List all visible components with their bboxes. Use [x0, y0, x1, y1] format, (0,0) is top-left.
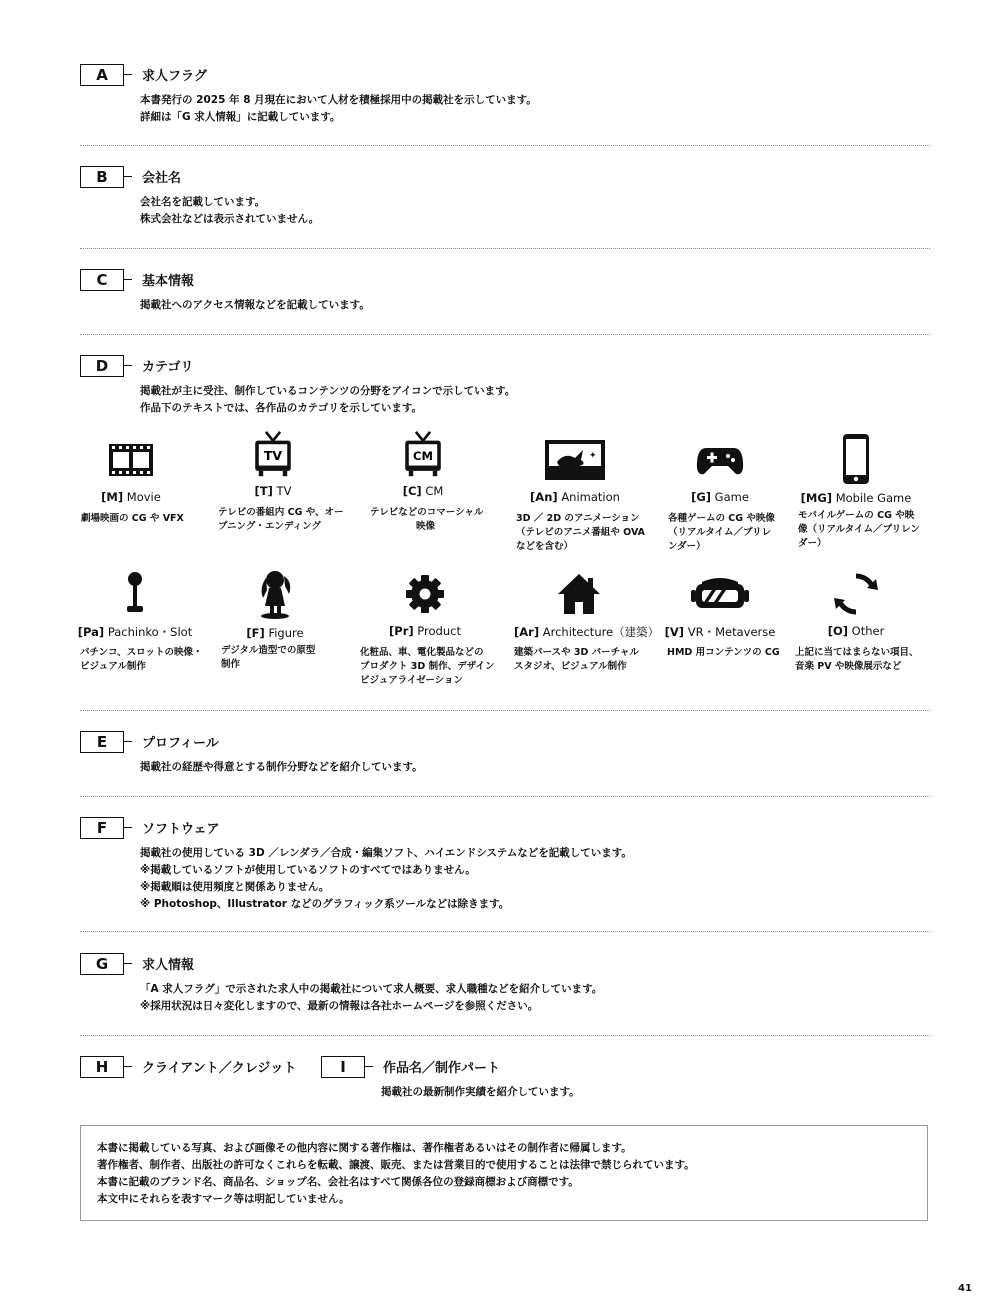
divider	[80, 931, 930, 932]
section-title: 求人フラグ	[142, 69, 208, 84]
notice-line: 本書に掲載している写真、および画像その他内容に関する著作権は、著作権者あるいはその制作者に帰属します。	[97, 1142, 632, 1154]
animation-icon	[543, 436, 607, 484]
category-game: [G] Game 各種ゲームの CG や映像 （リアルタイム／プリレ ンダー）	[655, 436, 785, 504]
section-c	[80, 269, 930, 311]
category-tv: TV [T] TV テレビの番組内 CG や、オー プニング・エンディング	[208, 430, 338, 498]
body-line: 「A 求人フラグ」で示された求人中の掲載社について求人概要、求人職種などを紹介しています。	[140, 983, 603, 995]
body-line: 掲載社が主に受注、制作しているコンテンツの分野をアイコンで示しています。	[140, 385, 516, 397]
divider	[80, 248, 930, 249]
body-line: 掲載社へのアクセス情報などを記載しています。	[140, 299, 370, 311]
section-title: 基本情報	[142, 274, 195, 289]
body-line: 本書発行の 2025 年 8 月現在において人材を積極採用中の掲載社を示しています。	[140, 94, 537, 106]
body-line: ※掲載しているソフトが使用しているソフトのすべてではありません。	[140, 864, 476, 876]
notice-line: 著作権者、制作者、出版社の許可なくこれらを転載、譲渡、販売、または営業目的で使用することは法律で禁じられています。	[97, 1159, 695, 1171]
category-other: [O] Other 上記に当てはまらない項目、 音楽 PV や映像展示など	[791, 570, 921, 638]
body-line: ※採用状況は日々変化しますので、最新の情報は各社ホームページを参照ください。	[140, 1000, 539, 1012]
section-letter: D	[80, 355, 124, 377]
body-line: 株式会社などは表示されていません。	[140, 213, 320, 225]
figure-icon	[251, 568, 299, 620]
section-letter: C	[80, 269, 124, 291]
section-title: カテゴリ	[142, 360, 194, 375]
section-h	[80, 1056, 320, 1078]
section-d	[80, 355, 930, 414]
category-mobile-game: [MG] Mobile Game モバイルゲームの CG や映 像（リアルタイム／プリレン ダー）	[791, 433, 921, 505]
section-f	[80, 817, 930, 910]
section-e	[80, 731, 930, 773]
category-animation: ✦ [An] Animation 3D ／ 2D のアニメーション （テレビのアニメ番組や OVA などを含む）	[510, 436, 640, 504]
svg-text:CM: CM	[413, 449, 433, 464]
body-line: ※掲載順は使用頻度と関係ありません。	[140, 881, 330, 893]
category-movie: [M] Movie 劇場映画の CG や VFX	[66, 436, 196, 504]
category-figure: [F] Figure デジタル造型での原型 制作	[210, 568, 340, 640]
cm-icon	[399, 430, 447, 478]
divider	[80, 710, 930, 711]
section-letter: H	[80, 1056, 124, 1078]
section-title: 作品名／制作パート	[383, 1061, 501, 1076]
category-cm: CM [C] CM テレビなどのコマーシャル 映像	[358, 430, 488, 498]
body-line: 掲載社の経歴や得意とする制作分野などを紹介しています。	[140, 761, 423, 773]
gear-icon	[401, 570, 449, 618]
section-g	[80, 953, 930, 1012]
section-letter: G	[80, 953, 124, 975]
section-title: クライアント／クレジット	[142, 1061, 297, 1076]
svg-text:✦: ✦	[589, 451, 597, 461]
section-b	[80, 166, 930, 225]
category-vr-metaverse: [V] VR・Metaverse HMD 用コンテンツの CG	[655, 570, 785, 640]
divider	[80, 1035, 930, 1036]
category-product: [Pr] Product 化粧品、車、電化製品などの プロダクト 3D 制作、デザイン ビジュアライゼーション	[360, 570, 490, 638]
divider	[80, 145, 930, 146]
gamepad-icon	[696, 436, 744, 484]
film-icon	[107, 436, 155, 484]
section-letter: A	[80, 64, 124, 86]
section-title: 求人情報	[142, 958, 195, 973]
house-icon	[555, 570, 603, 618]
notice-line: 本書に記載のブランド名、商品名、ショップ名、会社名はすべて関係各位の登録商標および商標です。	[97, 1176, 579, 1188]
body-line: 会社名を記載しています。	[140, 196, 266, 208]
section-letter: E	[80, 731, 124, 753]
copyright-notice	[80, 1125, 928, 1221]
refresh-icon	[832, 570, 880, 618]
divider	[80, 334, 930, 335]
section-letter: F	[80, 817, 124, 839]
divider	[80, 796, 930, 797]
body-line: 掲載社の最新制作実績を紹介しています。	[381, 1086, 580, 1098]
section-letter: I	[321, 1056, 365, 1078]
smartphone-icon	[832, 433, 880, 485]
body-line: ※ Photoshop、Illustrator などのグラフィック系ツールなどは除きます。	[140, 898, 510, 910]
vr-headset-icon	[690, 570, 750, 618]
section-title: ソフトウェア	[142, 822, 220, 837]
category-architecture: [Ar] Architecture（建築） 建築パースや 3D バーチャル スタジオ、ビジュアル制作	[514, 570, 644, 640]
body-line: 掲載社の使用している 3D ／レンダラ／合成・編集ソフト、ハイエンドシステムなどを記載しています。	[140, 847, 632, 859]
joystick-icon	[111, 570, 159, 618]
svg-text:TV: TV	[263, 448, 283, 464]
tv-icon	[249, 430, 297, 478]
section-letter: B	[80, 166, 124, 188]
category-pachinko-slot: [Pa] Pachinko・Slot パチンコ、スロットの映像・ ビジュアル制作	[70, 570, 200, 640]
page-number: 41	[958, 1283, 972, 1294]
body-line: 詳細は「G 求人情報」に記載しています。	[140, 111, 341, 123]
body-line: 作品下のテキストでは、各作品のカテゴリを示しています。	[140, 402, 423, 414]
section-i	[321, 1056, 921, 1098]
notice-line: 本文中にそれらを表すマーク等は明記していません。	[97, 1193, 350, 1205]
section-a	[80, 64, 930, 123]
section-title: プロフィール	[142, 736, 219, 751]
section-title: 会社名	[142, 171, 182, 186]
